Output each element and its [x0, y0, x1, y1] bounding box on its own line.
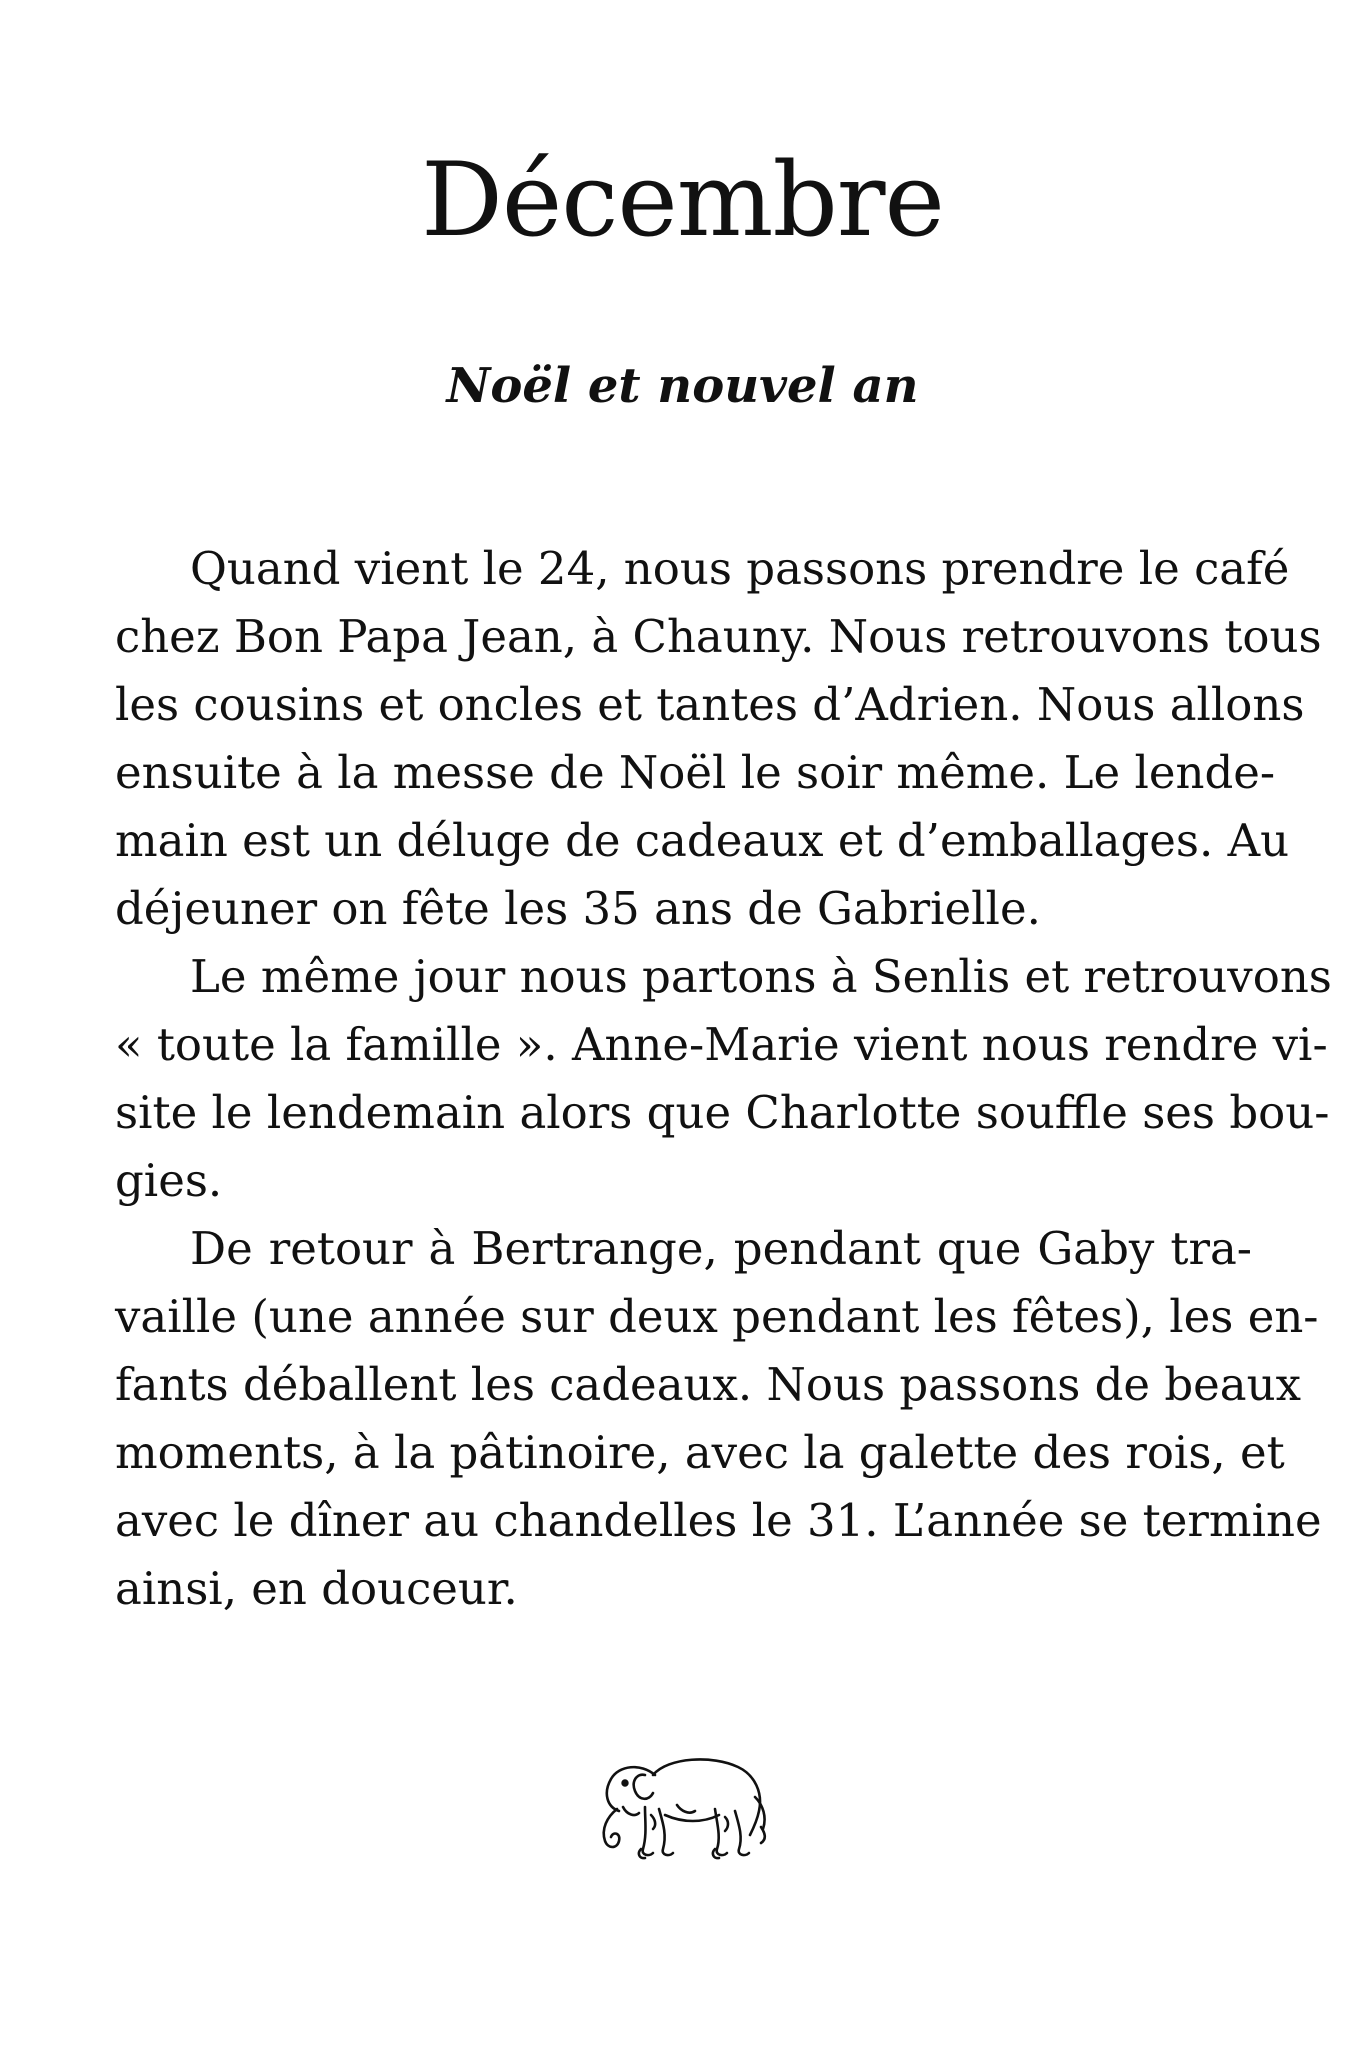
paragraph — [115, 535, 1322, 943]
text-line: Le même jour nous partons à Senlis et retrouvons — [190, 950, 1332, 1003]
text-line: avec le dîner au chandelles le 31. L’année se termine — [115, 1494, 1322, 1547]
text-line: ainsi, en douceur. — [115, 1562, 518, 1615]
text-line: les cousins et oncles et tantes d’Adrien. Nous allons — [115, 678, 1305, 731]
text-line: fants déballent les cadeaux. Nous passons de beaux — [115, 1358, 1301, 1411]
text-line: ensuite à la messe de Noël le soir même. Le lende- — [115, 746, 1276, 799]
paragraph — [115, 1215, 1322, 1623]
elephant-icon — [593, 1745, 773, 1870]
text-line: déjeuner on fête les 35 ans de Gabrielle. — [115, 882, 1041, 935]
paragraph — [115, 943, 1332, 1215]
text-line: main est un déluge de cadeaux et d’emballages. Au — [115, 814, 1290, 867]
page-title: Décembre — [421, 141, 944, 260]
text-line: De retour à Bertrange, pendant que Gaby tra- — [190, 1222, 1252, 1275]
text-line: vaille (une année sur deux pendant les fêtes), les en- — [115, 1290, 1319, 1343]
text-line: gies. — [115, 1154, 223, 1207]
text-line: chez Bon Papa Jean, à Chauny. Nous retrouvons tous — [115, 610, 1322, 663]
body-text — [115, 535, 1332, 1623]
text-line: Quand vient le 24, nous passons prendre le café — [190, 542, 1290, 595]
page-subtitle: Noël et nouvel an — [446, 358, 919, 414]
text-line: moments, à la pâtinoire, avec la galette des rois, et — [115, 1426, 1285, 1479]
text-line: site le lendemain alors que Charlotte souffle ses bou- — [115, 1086, 1330, 1139]
text-line: « toute la famille ». Anne-Marie vient nous rendre vi- — [115, 1018, 1328, 1071]
